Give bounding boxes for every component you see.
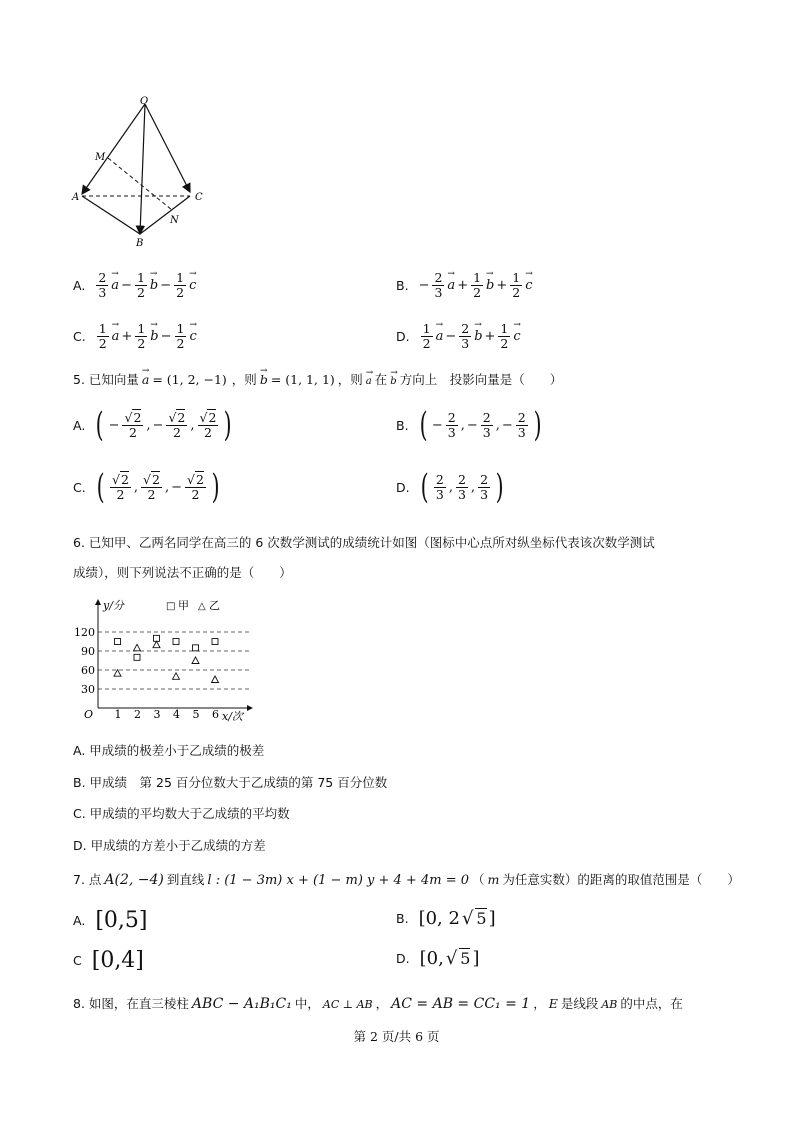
segment-MN xyxy=(108,158,172,210)
label-M: M xyxy=(95,152,106,163)
point-yi-4 xyxy=(173,673,180,680)
q5-option-b[interactable]: B. ( − $\frac{2}{3}$ , − $\frac{2}{3}$ , − $\frac{2}{3}$ ) xyxy=(396,405,542,445)
point-jia-4 xyxy=(173,639,179,645)
legend-triangle-icon: △ xyxy=(198,601,206,612)
edge-AB xyxy=(82,196,140,234)
q4-option-c[interactable]: C. $\frac{1}{2}$ → a + $\frac{1}{2}$ → b − $\frac{1}{2}$ → c xyxy=(73,322,197,351)
point-yi-3 xyxy=(153,641,160,648)
q5-option-a[interactable]: A. ( − $\frac{√2}{2}$ , − $\frac{√2}{2}$ , $\frac{√2}{2}$ ) xyxy=(73,405,233,445)
origin-label: O xyxy=(84,708,94,721)
label-N: N xyxy=(170,215,179,226)
xtick-label: 3 xyxy=(153,708,161,721)
ytick-label: 60 xyxy=(81,664,95,677)
xtick-label: 4 xyxy=(173,708,180,721)
q7-stem: 7. 点 A(2, −4) 到直线 l : (1 − 3m) x + (1 − m) y + 4 + 4m = 0 （ m 为任意实数）的距离的取值范围是（ ） xyxy=(73,872,740,888)
legend-jia: 甲 xyxy=(178,599,189,612)
legend-square-icon: □ xyxy=(166,601,176,612)
xtick-label: 6 xyxy=(212,708,219,721)
label-O: O xyxy=(140,96,149,107)
ytick-label: 90 xyxy=(81,645,95,658)
q7-option-b[interactable]: B. [0, 2 √ 5 ] xyxy=(396,908,496,929)
q7-option-c[interactable]: C [0,4] xyxy=(73,948,144,973)
legend-yi: 乙 xyxy=(209,599,220,612)
q4-option-b[interactable]: B. − $\frac{2}{3}$ → a + $\frac{1}{2}$ → b + $\frac{1}{2}$ → c xyxy=(396,271,533,300)
y-axis-label: y/分 xyxy=(103,599,124,612)
q7-option-d[interactable]: D. [0, √ 5 ] xyxy=(396,948,480,969)
edge-BC xyxy=(140,196,190,234)
point-yi-2 xyxy=(134,644,141,651)
xtick-label: 1 xyxy=(114,708,122,721)
page-footer: 第 2 页/共 6 页 xyxy=(353,1029,440,1044)
q6-option-c[interactable]: C. 甲成绩的平均数大于乙成绩的平均数 xyxy=(73,806,290,821)
label-A: A xyxy=(72,192,80,203)
q6-option-a[interactable]: A. 甲成绩的极差小于乙成绩的极差 xyxy=(73,743,265,758)
label-B: B xyxy=(136,238,144,249)
q5-option-d[interactable]: D. ( $\frac{2}{3}$ , $\frac{2}{3}$ , $\frac{2}{3}$ ) xyxy=(396,467,504,507)
q5-stem: 5. 已知向量 → a = (1, 2, −1) ，则 → b = (1, 1, 1) ，则 → a 在 → b 方向上 投影向量是（ ） xyxy=(73,372,562,390)
point-jia-6 xyxy=(212,639,218,645)
point-jia-2 xyxy=(134,654,140,660)
q4-option-d[interactable]: D. $\frac{1}{2}$ → a − $\frac{2}{3}$ → b + $\frac{1}{2}$ → c xyxy=(396,322,521,351)
q6-stem-line1: 6. 已知甲、乙两名同学在高三的 6 次数学测试的成绩统计如图（图标中心点所对纵坐标代表该次数学测试 xyxy=(73,535,655,550)
edge-OC xyxy=(145,104,190,192)
q4-option-a[interactable]: A. $\frac{2}{3}$ → a − $\frac{1}{2}$ → b − $\frac{1}{2}$ → c xyxy=(73,271,196,300)
point-yi-1 xyxy=(114,670,121,677)
x-axis-label: x/次 xyxy=(222,710,243,723)
q6-option-d[interactable]: D. 甲成绩的方差小于乙成绩的方差 xyxy=(73,838,266,853)
xtick-label: 2 xyxy=(134,708,141,721)
point-jia-5 xyxy=(193,645,199,651)
ytick-label: 30 xyxy=(81,683,95,696)
xtick-label: 5 xyxy=(192,708,200,721)
point-yi-6 xyxy=(212,676,219,683)
label-C: C xyxy=(195,192,203,203)
score-scatter-chart xyxy=(74,594,264,726)
q7-option-a[interactable]: A. [0,5] xyxy=(73,908,148,933)
q6-option-b[interactable]: B. 甲成绩 第 25 百分位数大于乙成绩的第 75 百分位数 xyxy=(73,775,388,790)
point-jia-1 xyxy=(115,639,121,645)
q5-option-c[interactable]: C. ( $\frac{√2}{2}$ , $\frac{√2}{2}$ , − $\frac{√2}{2}$ ) xyxy=(73,467,220,507)
q6-stem-line2: 成绩），则下列说法不正确的是（ ） xyxy=(73,565,292,580)
point-yi-5 xyxy=(192,657,199,664)
edge-OB xyxy=(140,104,145,234)
tetrahedron-figure xyxy=(68,92,218,252)
q8-stem: 8. 如图，在直三棱柱 ABC − A₁B₁C₁ 中， AC ⊥ AB ， AC = AB = CC₁ = 1 ， E 是线段 AB 的中点，在 xyxy=(73,996,683,1012)
ytick-label: 120 xyxy=(74,626,95,639)
